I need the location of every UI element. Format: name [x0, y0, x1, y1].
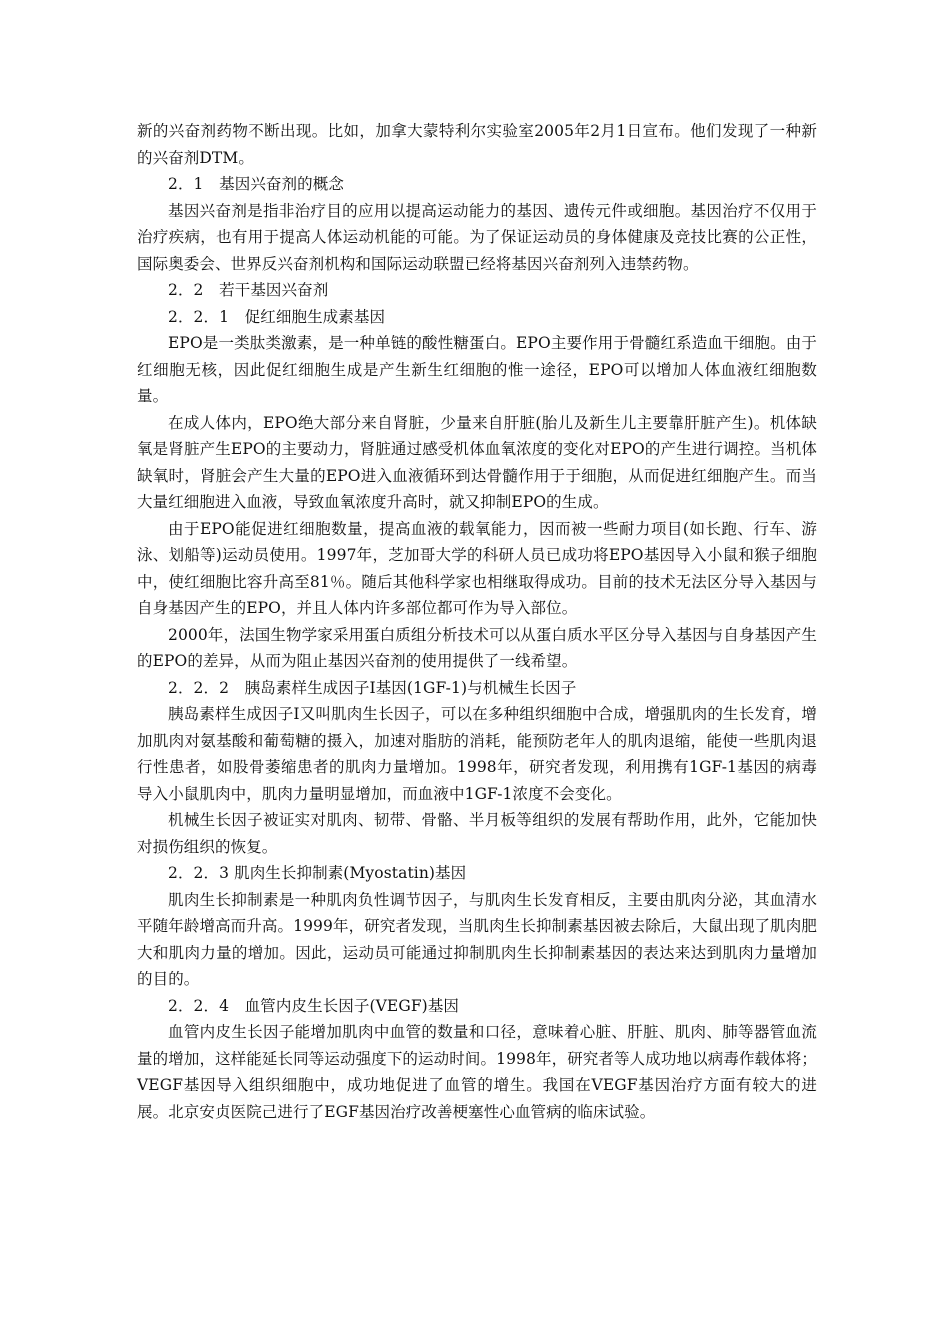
paragraph-epo-usage: 由于EPO能促进红细胞数量，提高血液的载氧能力，因而被一些耐力项目(如长跑、行车、游泳、划船等)运动员使用。1997年，芝加哥大学的科研人员已成功将EPO基因导入小鼠和猴子细胞中，使红细胞比容升高至81％。随后其他科学家也相继取得成功。目前的技术无法区分导入基因与自身基因产生的EPO，并且人体内许多部位都可作为导入部位。 — [137, 519, 817, 617]
section-heading-2-2-2: 2．2．2 胰岛素样生成因子Ⅰ基因(1GF-1)与机械生长因子 — [168, 678, 577, 697]
paragraph-epo-detection: 2000年，法国生物学家采用蛋白质组分析技术可以从蛋白质水平区分导入基因与自身基因产生的EPO的差异，从而为阻止基因兴奋剂的使用提供了一线希望。 — [137, 625, 817, 670]
section-heading-2-2-1: 2．2．1 促红细胞生成素基因 — [168, 307, 386, 326]
paragraph-mechano-growth-factor: 机械生长因子被证实对肌肉、韧带、骨骼、半月板等组织的发展有帮助作用，此外，它能加快对损伤组织的恢复。 — [137, 811, 817, 856]
paragraph-epo-definition: EPO是一类肽类激素，是一种单链的酸性糖蛋白。EPO主要作用于骨髓红系造血干细胞。由于红细胞无核，因此促红细胞生成是产生新生红细胞的惟一途径，EPO可以增加人体血液红细胞数量。 — [137, 334, 817, 405]
paragraph-vegf: 血管内皮生长因子能增加肌肉中血管的数量和口径，意味着心脏、肝脏、肌肉、肺等器管血流量的增加，这样能延长同等运动强度下的运动时间。1998年，研究者等人成功地以病毒作载体将；VEGF基因导入组织细胞中，成功地促进了血管的增生。我国在VEGF基因治疗方面有较大的进展。北京安贞医院己进行了EGF基因治疗改善梗塞性心血管病的临床试验。 — [137, 1023, 817, 1121]
document-page — [137, 118, 817, 1125]
paragraph-gene-doping-concept: 基因兴奋剂是指非治疗目的应用以提高运动能力的基因、遗传元件或细胞。基因治疗不仅用于治疗疾病，也有用于提高人体运动机能的可能。为了保证运动员的身体健康及竞技比赛的公正性，国际奥委会、世界反兴奋剂机构和国际运动联盟已经将基因兴奋剂列入违禁药物。 — [137, 201, 817, 273]
section-heading-2-2-4: 2．2．4 血管内皮生长因子(VEGF)基因 — [168, 996, 460, 1015]
section-heading-2-2: 2．2 若干基因兴奋剂 — [168, 281, 329, 299]
section-heading-2-2-3: 2．2．3 肌肉生长抑制素(Myostatin)基因 — [168, 864, 467, 882]
paragraph-myostatin: 肌肉生长抑制素是一种肌肉负性调节因子，与肌肉生长发育相反，主要由肌肉分泌，其血清水平随年龄增高而升高。1999年，研究者发现，当肌肉生长抑制素基因被去除后，大鼠出现了肌肉肥大和肌肉力量的增加。因此，运动员可能通过抑制肌肉生长抑制素基因的表达来达到肌肉力量增加的目的。 — [137, 890, 817, 988]
paragraph-epo-production: 在成人体内，EPO绝大部分来自肾脏，少量来自肝脏(胎儿及新生儿主要靠肝脏产生)。机体缺氧是肾脏产生EPO的主要动力，肾脏通过感受机体血氧浓度的变化对EPO的产生进行调控。当机体缺氧时，肾脏会产生大量的EPO进入血液循环到达骨髓作用于于细胞，从而促进红细胞产生。而当大量红细胞进入血液，导致血氧浓度升高时，就又抑制EPO的生成。 — [137, 413, 817, 511]
paragraph-igf1: 胰岛素样生成因子Ⅰ又叫肌肉生长因子，可以在多种组织细胞中合成，增强肌肉的生长发育，增加肌肉对氨基酸和葡萄糖的摄入，加速对脂肪的消耗，能预防老年人的肌肉退缩，能使一些肌肉退行性患者，如股骨萎缩患者的肌肉力量增加。1998年，研究者发现，利用携有1GF-1基因的病毒导入小鼠肌肉中，肌肉力量明显增加，而血液中1GF-1浓度不会变化。 — [137, 705, 817, 803]
section-heading-2-1: 2．1 基因兴奋剂的概念 — [168, 175, 344, 193]
intro-paragraph: 新的兴奋剂药物不断出现。比如，加拿大蒙特利尔实验室2005年2月1日宣布。他们发现了一种新的兴奋剂DTM。 — [137, 122, 817, 167]
